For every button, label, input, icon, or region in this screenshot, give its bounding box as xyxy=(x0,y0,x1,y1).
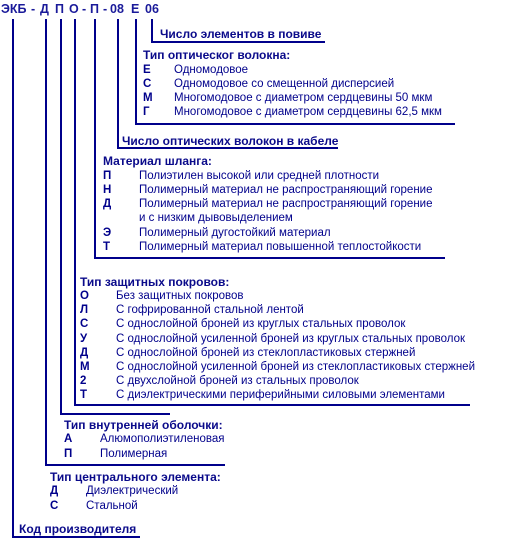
code-08: 08 xyxy=(110,2,124,16)
code-o: О xyxy=(69,2,79,16)
list-item: Д С однослойной броней из стеклопластиковых стержней xyxy=(80,347,416,359)
list-item: Г Многомодовое с диаметром сердцевины 62,5 мкм xyxy=(143,106,442,118)
code-06: 06 xyxy=(145,2,159,16)
list-item: С Одномодовое со смещенной дисперсией xyxy=(143,78,395,90)
list-item: Е Одномодовое xyxy=(143,64,249,76)
list-item: Д Полимерный материал не распространяющий горение xyxy=(103,198,433,210)
title-fiber-count: Число оптических волокон в кабеле xyxy=(122,134,339,148)
list-item: Л С гофрированной стальной лентой xyxy=(80,304,304,316)
list-item: Д Диэлектрический xyxy=(50,485,179,497)
list-item: П Полимерная xyxy=(64,448,168,460)
list-item: М Многомодовое с диаметром сердцевины 50 мкм xyxy=(143,92,433,104)
code-dash-2: - xyxy=(82,2,87,16)
title-armor: Тип защитных покровов: xyxy=(80,275,230,289)
code-ekb: ЭКБ xyxy=(1,2,27,16)
title-inner-sheath: Тип внутренней оболочки: xyxy=(64,418,223,432)
code-p1: П xyxy=(55,2,64,16)
list-item: М С однослойной усиленной броней из стеклопластиковых стержней xyxy=(80,361,475,373)
list-item: С С однослойной броней из круглых стальных проволок xyxy=(80,318,406,330)
list-item: А Алюмополиэтиленовая xyxy=(64,433,225,445)
code-p2: П xyxy=(90,2,99,16)
title-central: Тип центрального элемента: xyxy=(50,470,221,484)
code-dash-1: - xyxy=(31,2,36,16)
list-item: О Без защитных покровов xyxy=(80,290,244,302)
list-item: 2 С двухслойной броней из стальных проволок xyxy=(80,375,359,387)
code-d: Д xyxy=(40,2,49,16)
list-item: Н Полимерный материал не распространяющий горение xyxy=(103,184,433,196)
code-e: Е xyxy=(131,2,140,16)
list-item: Т С диэлектрическими периферийными силовыми элементами xyxy=(80,389,445,401)
list-item: С Стальной xyxy=(50,500,138,512)
title-count-in-twist: Число элементов в повиве xyxy=(160,27,322,41)
code-dash-3: - xyxy=(103,2,108,16)
title-fiber-type: Тип оптическог волокна: xyxy=(143,48,291,62)
title-hose: Материал шланга: xyxy=(103,154,212,168)
list-item: Т Полимерный материал повышенной теплостойкости xyxy=(103,241,422,253)
list-item: Э Полимерный дугостойкий материал xyxy=(103,227,331,239)
list-item: У С однослойной усиленной броней из круглых стальных проволок xyxy=(80,333,465,345)
list-item: П Полиэтилен высокой или средней плотности xyxy=(103,170,380,182)
title-maker: Код производителя xyxy=(19,522,137,536)
